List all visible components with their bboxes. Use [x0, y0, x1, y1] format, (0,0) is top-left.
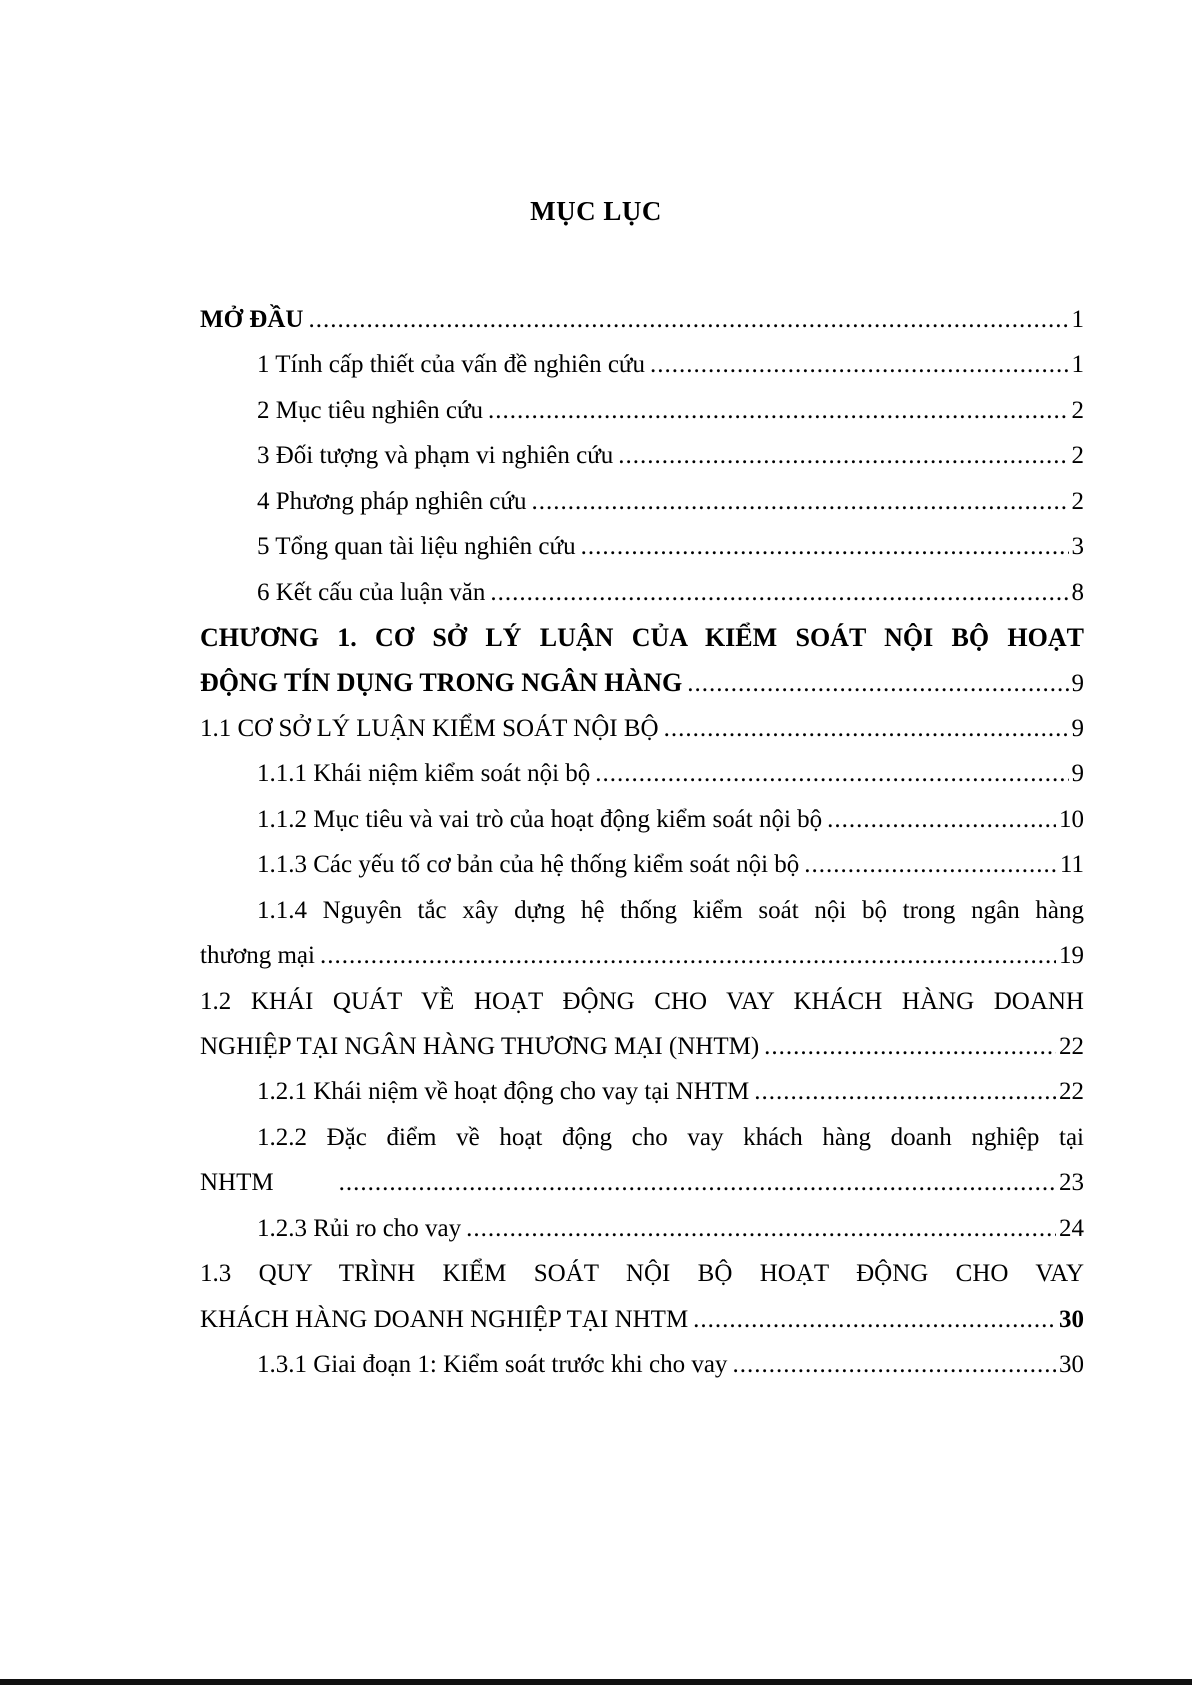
toc-chapter-1[interactable] — [200, 663, 1084, 703]
toc-entry-text: 1.3.1 Giai đoạn 1: Kiểm soát trước khi cho vay — [257, 1351, 728, 1378]
toc-page-number: 24 — [1059, 1215, 1084, 1242]
dot-leader — [488, 391, 1068, 431]
toc-entry-1-2-3[interactable] — [200, 1209, 1084, 1249]
toc-entry-text: 4 Phương pháp nghiên cứu — [257, 488, 527, 515]
toc-page-number: 1 — [1071, 306, 1084, 333]
toc-page-number: 2 — [1071, 442, 1084, 469]
toc-entry-text: 2 Mục tiêu nghiên cứu — [257, 397, 484, 424]
toc-page-number: 10 — [1059, 806, 1084, 833]
toc-entry-text: 1.1 CƠ SỞ LÝ LUẬN KIỂM SOÁT NỘI BỘ — [200, 715, 659, 742]
dot-leader — [754, 1072, 1056, 1112]
dot-leader — [827, 800, 1056, 840]
toc-page-number: 19 — [1059, 942, 1084, 969]
toc-entry-text: 3 Đối tượng và phạm vi nghiên cứu — [257, 442, 614, 469]
dot-leader — [618, 436, 1068, 476]
toc-page-number: 2 — [1071, 488, 1084, 515]
toc-entry-2[interactable] — [200, 391, 1084, 431]
toc-page-number: 3 — [1071, 533, 1084, 560]
toc-page-number: 23 — [1059, 1169, 1084, 1196]
toc-entry-text: 1.1.2 Mục tiêu và vai trò của hoạt động kiểm soát nội bộ — [257, 806, 823, 833]
toc-entry-text: 5 Tổng quan tài liệu nghiên cứu — [257, 533, 576, 560]
toc-page-number: 8 — [1071, 579, 1084, 606]
toc-entry-text: 1.2.1 Khái niệm về hoạt động cho vay tại NHTM — [257, 1078, 750, 1105]
toc-entry-1-3-line1[interactable]: 1.3 QUY TRÌNH KIỂM SOÁT NỘI BỘ HOẠT ĐỘNG CHO VAY — [200, 1260, 1084, 1287]
toc-entry-1-2-2-line1[interactable]: 1.2.2 Đặc điểm về hoạt động cho vay khách hàng doanh nghiệp tại — [257, 1124, 1084, 1151]
toc-entry-text: 1.1.1 Khái niệm kiểm soát nội bộ — [257, 760, 591, 787]
toc-entry-3[interactable] — [200, 436, 1084, 476]
dot-leader — [466, 1209, 1056, 1249]
toc-entry-1-1-4[interactable] — [200, 936, 1084, 976]
toc-entry-text: 6 Kết cấu của luận văn — [257, 579, 486, 606]
toc-entry-text: ĐỘNG TÍN DỤNG TRONG NGÂN HÀNG — [200, 668, 683, 697]
toc-entry-1-1-4-line1[interactable]: 1.1.4 Nguyên tắc xây dựng hệ thống kiểm soát nội bộ trong ngân hàng — [257, 897, 1084, 924]
toc-page-number: 9 — [1071, 715, 1084, 742]
toc-entry-text: 1.1.3 Các yếu tố cơ bản của hệ thống kiểm soát nội bộ — [257, 851, 800, 878]
toc-page-number: 11 — [1059, 851, 1084, 878]
toc-page-number: 30 — [1059, 1351, 1084, 1378]
toc-entry-1-1-2[interactable] — [200, 800, 1084, 840]
toc-entry-1-3-1[interactable] — [200, 1345, 1084, 1385]
dot-leader — [308, 300, 1068, 340]
toc-page-number: 1 — [1071, 351, 1084, 378]
toc-entry-text: 1 Tính cấp thiết của vấn đề nghiên cứu — [257, 351, 645, 378]
page-bottom-border — [0, 1679, 1192, 1685]
toc-entry-1-1-1[interactable] — [200, 754, 1084, 794]
toc-entry-text: 1.2.3 Rủi ro cho vay — [257, 1215, 462, 1242]
page-title: MỤC LỤC — [530, 196, 662, 226]
dot-leader — [581, 527, 1069, 567]
toc-page-number: 22 — [1059, 1078, 1084, 1105]
toc-entry-1-1-3[interactable] — [200, 845, 1084, 885]
dot-leader — [650, 345, 1069, 385]
toc-entry-1-3[interactable] — [200, 1300, 1084, 1340]
toc-entry-text: thương mại — [200, 942, 315, 969]
toc-entry-1[interactable] — [200, 345, 1084, 385]
dot-leader — [490, 573, 1068, 613]
dot-leader — [693, 1300, 1056, 1340]
toc-entry-1-1[interactable] — [200, 709, 1084, 749]
dot-leader — [320, 936, 1056, 976]
toc-entry-text: NHTM — [200, 1169, 274, 1196]
toc-entry-6[interactable] — [200, 573, 1084, 613]
toc-page-number: 9 — [1071, 760, 1084, 787]
toc-entry-4[interactable] — [200, 482, 1084, 522]
dot-leader — [764, 1027, 1056, 1067]
toc-entry-1-2-1[interactable] — [200, 1072, 1084, 1112]
toc-page-number: 30 — [1059, 1306, 1084, 1333]
toc-entry-1-2-line1[interactable]: 1.2 KHÁI QUÁT VỀ HOẠT ĐỘNG CHO VAY KHÁCH HÀNG DOANH — [200, 988, 1084, 1015]
dot-leader — [595, 754, 1068, 794]
toc-chapter-1-line1[interactable]: CHƯƠNG 1. CƠ SỞ LÝ LUẬN CỦA KIỂM SOÁT NỘI BỘ HOẠT — [200, 623, 1084, 652]
toc-entry-text: KHÁCH HÀNG DOANH NGHIỆP TẠI NHTM — [200, 1306, 689, 1333]
dot-leader — [804, 845, 1057, 885]
dot-leader — [732, 1345, 1056, 1385]
dot-leader — [687, 664, 1068, 704]
toc-entry-1-2-2[interactable] — [200, 1163, 1084, 1203]
toc-entry-mo-dau[interactable] — [200, 300, 1084, 340]
toc-entry-5[interactable] — [200, 527, 1084, 567]
dot-leader — [531, 482, 1068, 522]
toc-entry-1-2[interactable] — [200, 1027, 1084, 1067]
toc-entry-text: MỞ ĐẦU — [200, 306, 304, 333]
toc-entry-text: NGHIỆP TẠI NGÂN HÀNG THƯƠNG MẠI (NHTM) — [200, 1033, 760, 1060]
toc-page-number: 22 — [1059, 1033, 1084, 1060]
toc-page-number: 9 — [1071, 670, 1084, 697]
toc-page-number: 2 — [1071, 397, 1084, 424]
dot-leader — [664, 709, 1069, 749]
dot-leader — [339, 1163, 1056, 1203]
